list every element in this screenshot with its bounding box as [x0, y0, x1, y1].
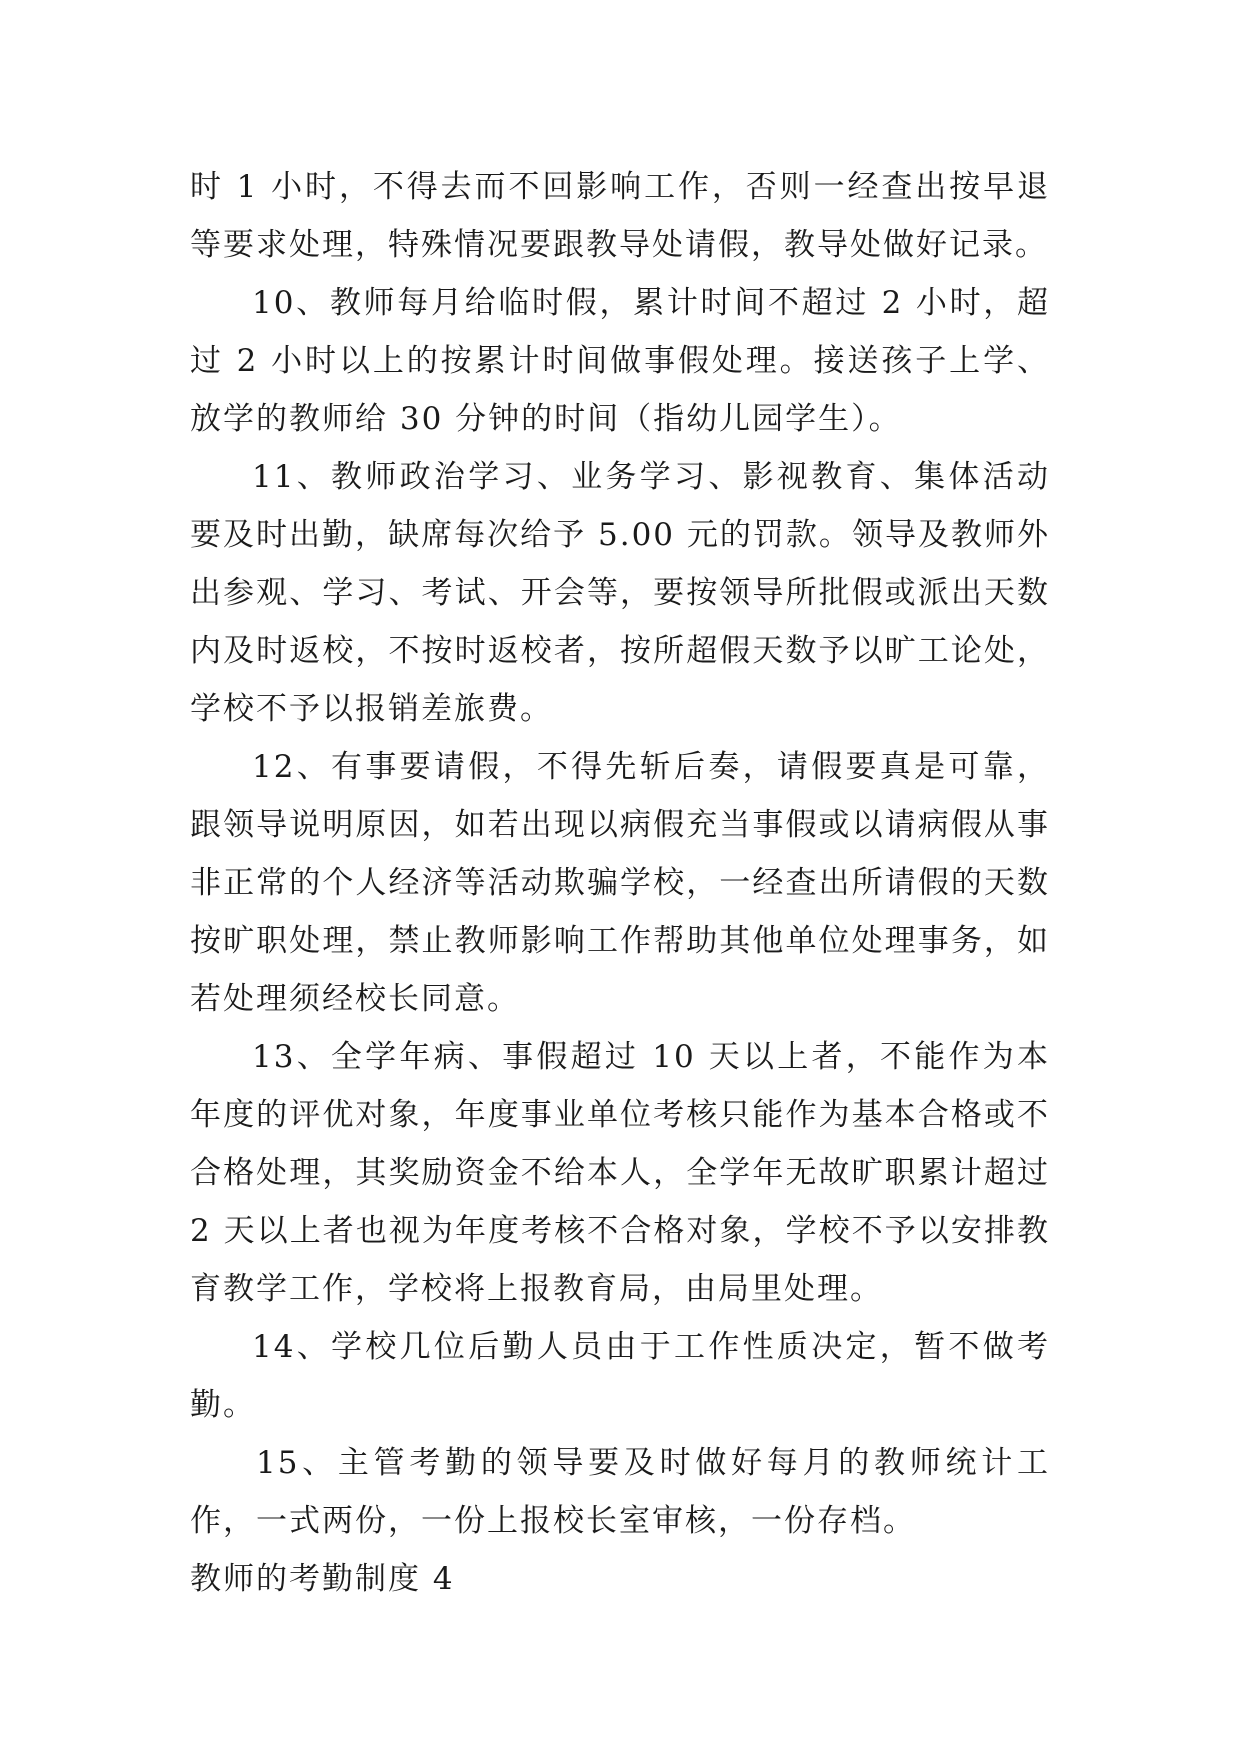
paragraph-item-15: 15、主管考勤的领导要及时做好每月的教师统计工作，一式两份，一份上报校长室审核，一份存档。 — [190, 1445, 1050, 1539]
paragraph-item-12: 12、有事要请假，不得先斩后奏，请假要真是可靠，跟领导说明原因，如若出现以病假充当事假或以请病假从事非正常的个人经济等活动欺骗学校，一经查出所请假的天数按旷职处理，禁止教师影响工作帮助其他单位处理事务，如若处理须经校长同意。 — [190, 749, 1050, 1017]
paragraph-item-11: 11、教师政治学习、业务学习、影视教育、集体活动要及时出勤，缺席每次给予 5.00 元的罚款。领导及教师外出参观、学习、考试、开会等，要按领导所批假或派出天数内及时返校，不按时返校者，按所超假天数予以旷工论处，学校不予以报销差旅费。 — [190, 459, 1050, 727]
paragraph-item-10: 10、教师每月给临时假，累计时间不超过 2 小时，超过 2 小时以上的按累计时间做事假处理。接送孩子上学、放学的教师给 30 分钟的时间（指幼儿园学生）。 — [190, 285, 1050, 437]
paragraph-item-14: 14、学校几位后勤人员由于工作性质决定，暂不做考勤。 — [190, 1329, 1050, 1423]
section-heading: 教师的考勤制度 4 — [190, 1561, 455, 1597]
document-body — [190, 158, 1050, 1608]
paragraph-item-13: 13、全学年病、事假超过 10 天以上者，不能作为本年度的评优对象，年度事业单位考核只能作为基本合格或不合格处理，其奖励资金不给本人，全学年无故旷职累计超过 2 天以上者也视为年度考核不合格对象，学校不予以安排教育教学工作，学校将上报教育局，由局里处理。 — [190, 1039, 1050, 1307]
paragraph-continuation: 时 1 小时，不得去而不回影响工作，否则一经查出按早退等要求处理，特殊情况要跟教导处请假，教导处做好记录。 — [190, 169, 1050, 263]
